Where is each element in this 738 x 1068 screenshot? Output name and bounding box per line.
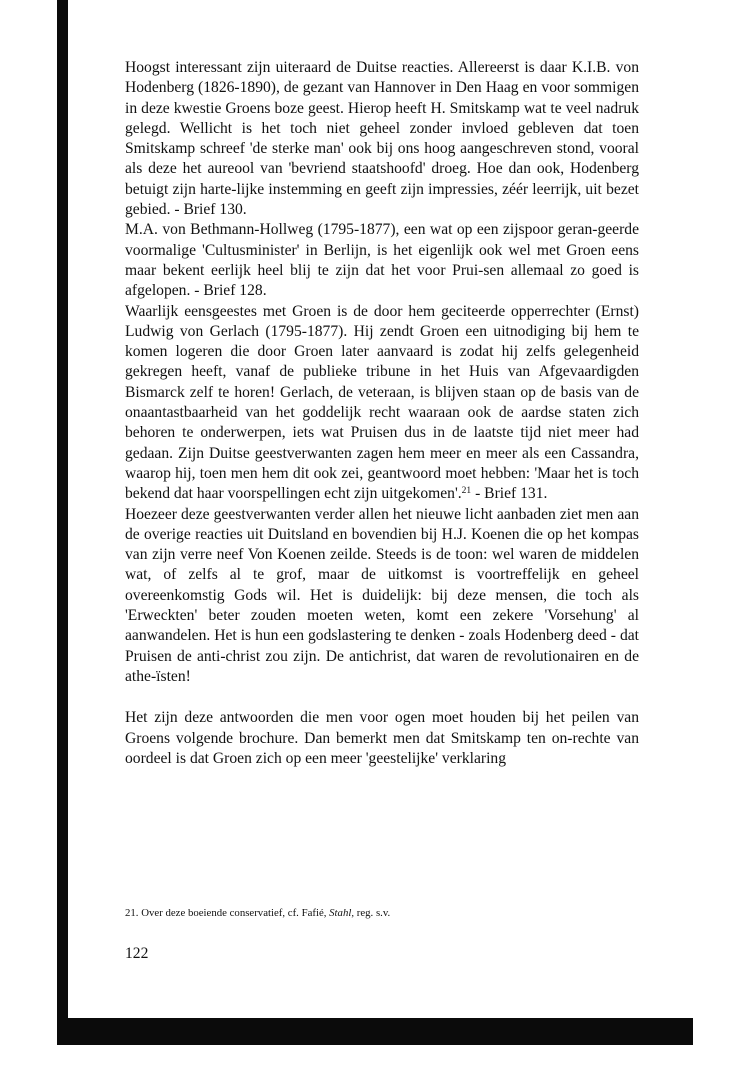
paragraph-tail: - Brief 131. <box>471 485 548 503</box>
footnote-text: Over deze boeiende conservatief, cf. Fafié, <box>141 907 327 919</box>
scan-border-bottom <box>57 1018 693 1045</box>
footnote-tail: reg. s.v. <box>356 907 391 919</box>
paragraph: Het zijn deze antwoorden die men voor ogen moet houden bij het peilen van Groens volgende brochure. Dan bemerkt men dat Smitskamp ten on-rechte van oordeel is dat Groen zich op een meer 'geestelijke' verklaring <box>125 709 639 767</box>
paragraph: M.A. von Bethmann-Hollweg (1795-1877), een wat op een zijspoor geran-geerde voormalige 'Cultusminister' in Berlijn, is het eigenlijk ook wel met Groen eens maar bekent eerlijk heel blij te zijn dat het voor Prui-sen allemaal zo goed is afgelopen. - Brief 128. <box>125 221 639 300</box>
page-number: 122 <box>125 945 149 962</box>
footnote-number: 21. <box>125 907 139 919</box>
scan-border-left <box>57 0 68 1045</box>
footnote-reference: 21 <box>461 486 472 497</box>
paragraph: Hoezeer deze geestverwanten verder allen het nieuwe licht aanbaden ziet men aan de overige reacties uit Duitsland en bovendien bij H.J. Koenen die op het kompas van zijn verre neef Von Koenen zeilde. Steeds is de toon: wel waren de middelen wat, of zelfs al te grof, maar de uitkomst is voortreffelijk en geheel overeenkomstig Gods wil. Het is duidelijk: bij deze mensen, die toch als 'Erweckten' beter zouden moeten weten, komt een zekere 'Vorsehung' al aanwandelen. Het is hun een godslastering te denken - zoals Hodenberg deed - dat Pruisen de anti-christ zou zijn. De antichrist, dat waren de revolutionairen en de athe-ïsten! <box>125 505 639 685</box>
paragraph-text: Waarlijk eensgeestes met Groen is de door hem geciteerde opperrechter (Ernst) Ludwig von Gerlach (1795-1877). Hij zendt Groen een uitnodiging bij hem te komen logeren die door Groen later aanvaard is zodat hij zelfs gelegenheid gekregen heeft, vanaf de publieke tribune in het Huis van Afgevaardigden Bismarck zelf te horen! Gerlach, de veteraan, is blijven staan op de basis van de onaantastbaarheid van het goddelijk recht waaraan ook de aardse staten zich behoren te onderwerpen, iets wat Pruisen dus in de laatste tijd niet meer had gedaan. Zijn Duitse geestverwanten zagen hem meer en meer als een Cassandra, waarop hij, toen men hem dit ook zei, geantwoord moet hebben: 'Maar het is toch bekend dat haar voorspellingen echt zijn uitgekomen'. <box>125 302 639 503</box>
footnote-work-title: Stahl, <box>329 907 355 919</box>
paragraph-gap <box>125 687 639 708</box>
footnote <box>125 906 639 920</box>
paragraph: Hoogst interessant zijn uiteraard de Duitse reacties. Allereerst is daar K.I.B. von Hodenberg (1826-1890), de gezant van Hannover in Den Haag en voor sommigen in deze kwestie Groens boze geest. Hierop heeft H. Smitskamp wat te veel nadruk gelegd. Wellicht is het toch niet geheel zonder invloed gebleven dat toen Smitskamp schreef 'de sterke man' ook bij ons hoog aangeschreven stond, vooral als deze het aureool van 'bevriend staatshoofd' droeg. Hoe dan ook, Hodenberg betuigt zijn harte-lijke instemming en geeft zijn impressies, zéér leerrijk, uit bezet gebied. - Brief 130. <box>125 59 639 219</box>
paragraph <box>125 302 639 505</box>
body-text <box>125 58 639 769</box>
